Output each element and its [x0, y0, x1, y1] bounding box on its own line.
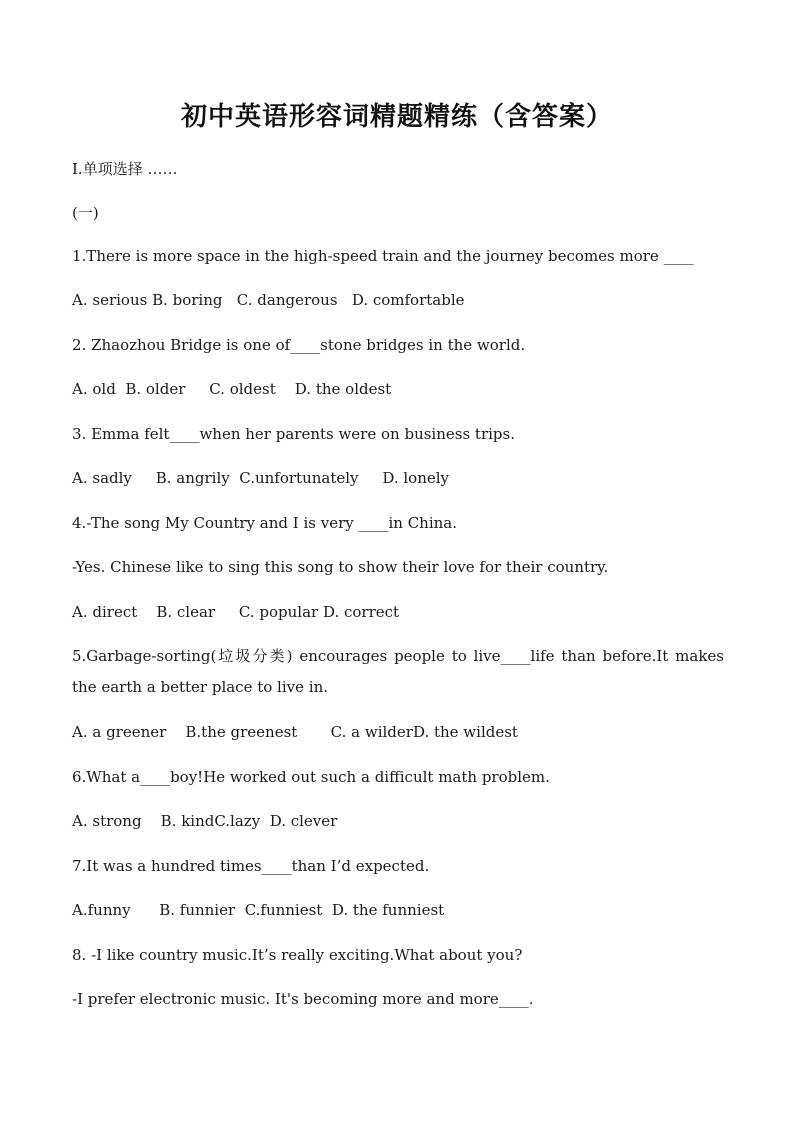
subsection-label: (一) [72, 204, 99, 222]
question-5-stem: 5.Garbage-sorting(垃圾分类) encourages people to live____life than before.It makes the earth a better place to live in. [72, 647, 724, 696]
question-7-options: A.funny B. funnier C.funniest D. the funniest [72, 901, 445, 919]
question-6-options: A. strong B. kindC.lazy D. clever [72, 812, 338, 830]
question-8-stem: 8. -I like country music.It’s really exciting.What about you? [72, 946, 523, 964]
question-4-stem: 4.-The song My Country and I is very ____in China. [72, 514, 458, 532]
question-3-stem: 3. Emma felt____when her parents were on business trips. [72, 425, 515, 443]
question-2-options: A. old B. older C. oldest D. the oldest [72, 380, 392, 398]
question-2-stem: 2. Zhaozhou Bridge is one of____stone bridges in the world. [72, 336, 526, 354]
question-8-response: -I prefer electronic music. It's becoming more and more____. [72, 990, 534, 1008]
question-4-response: -Yes. Chinese like to sing this song to show their love for their country. [72, 558, 609, 576]
question-3-options: A. sadly B. angrily C.unfortunately D. lonely [72, 469, 450, 487]
question-1-stem: 1.There is more space in the high-speed train and the journey becomes more ____ [72, 247, 694, 265]
question-7-stem: 7.It was a hundred times____than I’d expected. [72, 857, 430, 875]
question-5-options: A. a greener B.the greenest C. a wilderD. the wildest [72, 723, 518, 741]
question-4-options: A. direct B. clear C. popular D. correct [72, 603, 400, 621]
section-heading: I.单项选择 …… [72, 160, 178, 178]
question-6-stem: 6.What a____boy!He worked out such a difficult math problem. [72, 768, 550, 786]
question-1-options: A. serious B. boring C. dangerous D. comfortable [72, 291, 465, 309]
document-title: 初中英语形容词精题精练（含答案） [180, 102, 613, 132]
